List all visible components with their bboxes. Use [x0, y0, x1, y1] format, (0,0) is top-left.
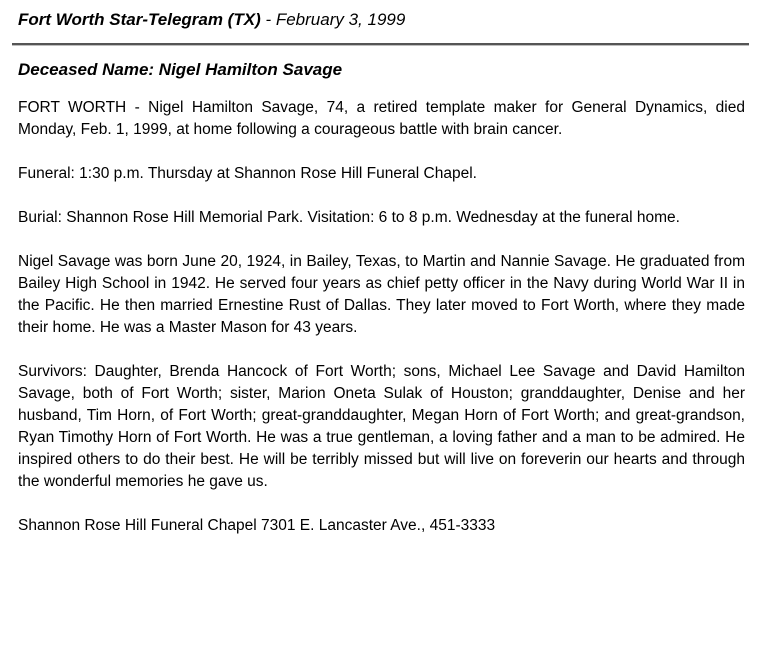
intro-paragraph: FORT WORTH - Nigel Hamilton Savage, 74, a retired template maker for General Dynamics, died Monday, Feb. 1, 1999, at home following a courageous battle with brain cancer. [18, 99, 745, 138]
funeral-paragraph: Funeral: 1:30 p.m. Thursday at Shannon Rose Hill Funeral Chapel. [18, 165, 477, 182]
deceased-name: Deceased Name: Nigel Hamilton Savage [18, 60, 343, 79]
biography-paragraph: Nigel Savage was born June 20, 1924, in Bailey, Texas, to Martin and Nannie Savage. He graduated from Bailey High School in 1942. He served four years as chief petty officer in the Navy during World War II in the Pacific. He then married Ernestine Rust of Dallas. They later moved to Fort Worth, where they made their home. He was a Master Mason for 43 years. [18, 253, 745, 336]
publication-date: February 3, 1999 [275, 10, 406, 29]
header-separator: - [260, 10, 276, 29]
header-divider [12, 43, 749, 46]
burial-paragraph: Burial: Shannon Rose Hill Memorial Park. Visitation: 6 to 8 p.m. Wednesday at the funeral home. [18, 209, 680, 226]
publication-header [18, 9, 405, 31]
obituary-body [18, 97, 745, 537]
newspaper-name: Fort Worth Star-Telegram (TX) [18, 10, 261, 29]
survivors-paragraph: Survivors: Daughter, Brenda Hancock of Fort Worth; sons, Michael Lee Savage and David Hamilton Savage, both of Fort Worth; sister, Marion Oneta Sulak of Houston; granddaughter, Denise and her husband, Tim Horn, of Fort Worth; great-granddaughter, Megan Horn of Fort Worth; and great-grandson, Ryan Timothy Horn of Fort Worth. He was a true gentleman, a loving father and a man to be admired. He inspired others to do their best. He will be terribly missed but will live on foreverin our hearts and through the wonderful memories he gave us. [18, 363, 745, 490]
funeral-home-paragraph: Shannon Rose Hill Funeral Chapel 7301 E. Lancaster Ave., 451-3333 [18, 517, 496, 534]
